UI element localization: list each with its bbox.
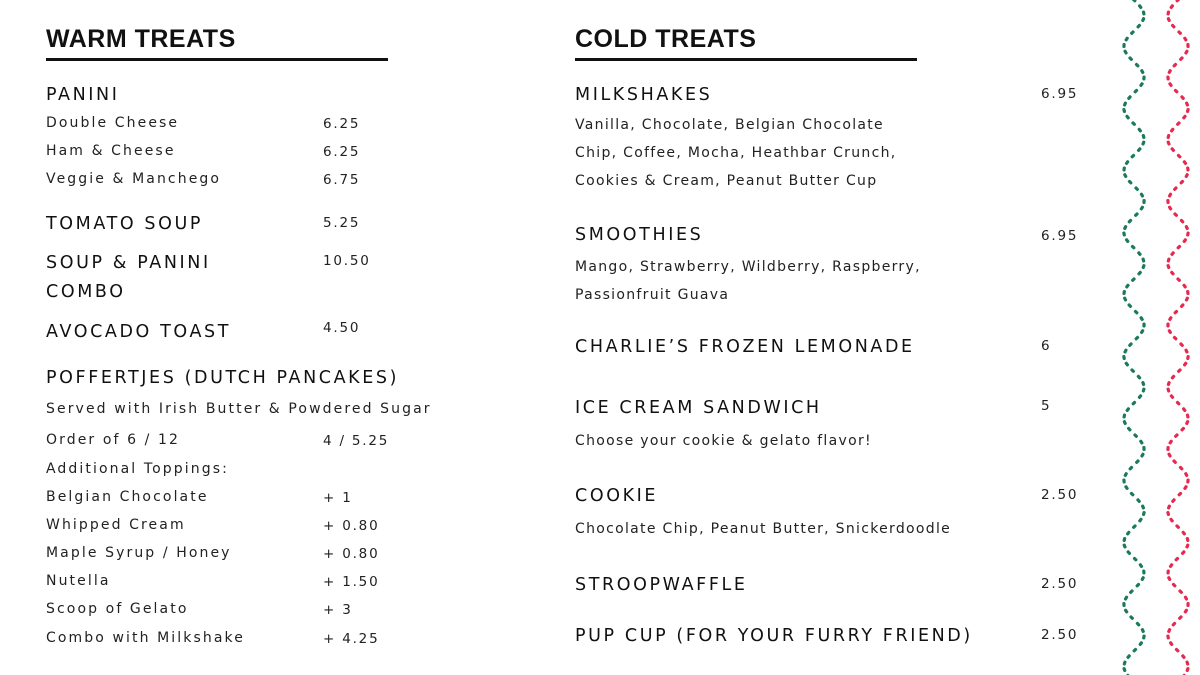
stroopwaffle-price: 2.50 (1041, 576, 1079, 592)
garland-dash (1129, 615, 1135, 621)
garland-dash (1185, 667, 1190, 673)
garland-dash (1140, 628, 1145, 634)
topping-price: + 0.80 (323, 546, 380, 562)
garland-dash (1122, 667, 1127, 673)
garland-dash (1141, 140, 1146, 146)
garland-dash (1179, 303, 1185, 309)
garland-dash (1170, 374, 1176, 380)
garland-dash (1177, 30, 1183, 36)
panini-item-price: 6.25 (323, 116, 361, 132)
garland-dash (1182, 283, 1188, 289)
garland-dash (1122, 108, 1126, 114)
garland-dash (1173, 88, 1179, 94)
garland-dash (1186, 43, 1189, 48)
warm-treats-heading: WARM TREATS (46, 25, 236, 53)
ice-cream-sandwich-desc: Choose your cookie & gelato flavor! (575, 433, 872, 449)
garland-dash (1166, 199, 1169, 204)
smoothies-name: SMOOTHIES (575, 225, 704, 245)
garland-dash (1167, 452, 1172, 458)
garland-dash (1131, 121, 1137, 127)
garland-dash (1176, 244, 1182, 250)
topping-price: + 1 (323, 490, 353, 506)
garland-dash (1122, 420, 1127, 426)
garland-dash (1133, 88, 1139, 94)
garland-dash (1136, 23, 1142, 29)
toppings-label: Additional Toppings: (46, 461, 229, 477)
garland-dash (1137, 127, 1143, 133)
garland-dash (1183, 608, 1188, 614)
garland-dash (1135, 621, 1141, 627)
garland-dash (1124, 160, 1129, 166)
garland-dash (1139, 316, 1144, 322)
garland-dash (1170, 23, 1176, 29)
cold-treats-heading: COLD TREATS (575, 25, 757, 53)
garland-dash (1166, 75, 1170, 80)
garland-dash (1172, 186, 1178, 192)
garland-dash (1169, 4, 1175, 10)
cold-heading-underline (575, 58, 917, 61)
panini-item-name: Ham & Cheese (46, 143, 176, 159)
topping-name: Scoop of Gelato (46, 601, 189, 617)
garland-dash (1135, 582, 1141, 588)
garland-dash (1166, 387, 1171, 393)
panini-item-name: Double Cheese (46, 115, 180, 131)
garland-dash (1138, 641, 1144, 647)
garland-dash (1167, 504, 1172, 510)
garland-dash (1134, 62, 1140, 68)
garland-dash (1184, 348, 1189, 354)
garland-dash (1141, 381, 1146, 387)
warm-heading-underline (46, 58, 388, 61)
poffertjes-order-price: 4 / 5.25 (323, 433, 390, 449)
garland-dash (1127, 303, 1133, 309)
garland-dash (1186, 602, 1189, 607)
garland-dash (1183, 485, 1188, 491)
garland-dash (1122, 43, 1125, 48)
garland-dash (1175, 524, 1181, 530)
garland-dash (1139, 329, 1144, 335)
pup-cup-price: 2.50 (1041, 627, 1079, 643)
garland-dash (1169, 127, 1175, 133)
garland-dash (1183, 595, 1188, 601)
milkshakes-desc-line: Cookies & Cream, Peanut Butter Cup (575, 173, 878, 189)
garland-dash (1140, 69, 1145, 75)
garland-dash (1185, 420, 1190, 426)
garland-dash (1173, 433, 1179, 439)
garland-dash (1166, 569, 1170, 574)
garland-dash (1124, 361, 1130, 367)
garland-dash (1123, 173, 1128, 179)
garland-dash (1125, 407, 1131, 413)
garland-dash (1184, 225, 1189, 231)
garland-dash (1137, 251, 1143, 257)
garland-dash (1140, 452, 1145, 458)
garland-dash (1166, 264, 1171, 270)
garland-dash (1123, 225, 1128, 231)
garland-dash (1133, 433, 1139, 439)
garland-dash (1170, 270, 1176, 276)
garland-dash (1127, 95, 1133, 101)
garland-dash (1177, 491, 1183, 497)
garland-dash (1122, 166, 1126, 171)
garland-dash (1142, 199, 1145, 204)
poffertjes-order-label: Order of 6 / 12 (46, 432, 181, 448)
garland-dash (1128, 56, 1134, 62)
garland-dash (1172, 335, 1178, 341)
garland-dash (1134, 335, 1140, 341)
garland-dash (1185, 660, 1190, 666)
garland-dash (1166, 323, 1169, 328)
garland-dash (1178, 56, 1184, 62)
garland-dash (1166, 634, 1170, 640)
garland-dash (1134, 186, 1140, 192)
garland-dash (1174, 647, 1180, 653)
milkshakes-price: 6.95 (1041, 86, 1079, 102)
topping-price: + 3 (323, 602, 353, 618)
garland-dash (1175, 0, 1181, 3)
garland-dash (1126, 550, 1132, 556)
garland-dash (1185, 101, 1190, 107)
garland-dash (1174, 556, 1180, 562)
garland-dash (1142, 569, 1146, 574)
garland-dash (1123, 608, 1128, 614)
garland-dash (1136, 374, 1142, 380)
garland-dash (1129, 491, 1135, 497)
garland-dash (1183, 36, 1188, 42)
topping-name: Maple Syrup / Honey (46, 545, 232, 561)
tomato-soup-name: TOMATO SOUP (46, 214, 204, 234)
garland-dash (1186, 355, 1190, 360)
garland-dash (1125, 283, 1131, 289)
garland-dash (1186, 108, 1190, 114)
garland-dash (1124, 36, 1129, 42)
garland-dash (1182, 114, 1188, 120)
garland-dash (1141, 257, 1146, 263)
garland-dash (1186, 231, 1190, 237)
garland-dash (1137, 270, 1143, 276)
garland-dash (1173, 309, 1179, 315)
garland-dash (1126, 426, 1132, 432)
garland-dash (1172, 459, 1178, 465)
garland-dash (1180, 550, 1186, 556)
panini-item-name: Veggie & Manchego (46, 171, 222, 187)
garland-dash (1167, 205, 1172, 211)
garland-dash (1179, 179, 1185, 185)
garland-dash (1184, 49, 1189, 55)
garland-dash (1136, 498, 1142, 504)
garland-dash (1142, 10, 1146, 16)
garland-dash (1128, 589, 1134, 595)
garland-dash (1130, 277, 1136, 283)
stroopwaffle-name: STROOPWAFFLE (575, 575, 748, 595)
garland-dash (1179, 342, 1185, 348)
garland-dash (1141, 504, 1146, 510)
ice-cream-sandwich-price: 5 (1041, 398, 1052, 414)
garland-dash (1142, 634, 1146, 640)
panini-item-price: 6.75 (323, 172, 361, 188)
garland-dash (1170, 251, 1176, 257)
garland-dash (1184, 472, 1189, 478)
garland-dash (1137, 4, 1143, 10)
garland-dash (1166, 257, 1171, 263)
garland-dash (1131, 0, 1137, 3)
garland-dash (1176, 368, 1182, 374)
garland-dash (1122, 537, 1126, 543)
garland-dash (1184, 296, 1189, 302)
garland-dash (1184, 173, 1189, 179)
garland-dash (1141, 387, 1146, 393)
garland-dash (1127, 179, 1133, 185)
garland-dash (1168, 641, 1174, 647)
garland-dash (1166, 10, 1170, 16)
garland-dash (1167, 628, 1172, 634)
garland-dash (1166, 140, 1171, 146)
smoothies-price: 6.95 (1041, 228, 1079, 244)
garland-dash (1167, 192, 1172, 198)
topping-name: Combo with Milkshake (46, 630, 245, 646)
garland-dash (1133, 212, 1139, 218)
garland-dash (1171, 498, 1177, 504)
garland-dash (1122, 290, 1126, 295)
garland-dash (1175, 121, 1181, 127)
combo-name-line2: COMBO (46, 282, 126, 302)
garland-dash (1181, 407, 1187, 413)
garland-dash (1168, 439, 1173, 445)
garland-dash (1169, 517, 1175, 523)
garland-dash (1179, 218, 1185, 224)
garland-dash (1178, 589, 1184, 595)
garland-dash (1180, 95, 1186, 101)
milkshakes-desc-line: Chip, Coffee, Mocha, Heathbar Crunch, (575, 145, 897, 161)
garland-dash (1132, 556, 1138, 562)
smoothies-desc-line: Mango, Strawberry, Wildberry, Raspberry, (575, 259, 921, 275)
garland-dash (1122, 660, 1127, 666)
garland-dash (1128, 465, 1134, 471)
garland-dash (1139, 439, 1144, 445)
garland-dash (1170, 147, 1176, 153)
lemonade-name: CHARLIE’S FROZEN LEMONADE (575, 337, 915, 357)
garland-dash (1139, 205, 1144, 211)
garland-dash (1139, 192, 1144, 198)
garland-dash (1141, 264, 1146, 270)
garland-dash (1168, 316, 1173, 322)
garland-dash (1137, 394, 1143, 400)
garland-dash (1125, 114, 1131, 120)
garland-dash (1172, 62, 1178, 68)
garland-dash (1182, 238, 1188, 244)
garland-dash (1130, 368, 1136, 374)
garland-dash (1142, 75, 1146, 80)
garland-dash (1166, 446, 1169, 451)
garland-dash (1185, 543, 1190, 549)
garland-dash (1167, 576, 1172, 582)
garland-dash (1133, 309, 1139, 315)
panini-title: PANINI (46, 85, 120, 105)
garland-dash (1168, 82, 1173, 88)
garland-dash (1122, 478, 1126, 483)
garland-dash (1132, 647, 1138, 653)
garland-dash (1171, 621, 1177, 627)
avocado-toast-price: 4.50 (323, 320, 361, 336)
garland-dash (1136, 147, 1142, 153)
garland-dash (1142, 446, 1145, 451)
topping-name: Whipped Cream (46, 517, 186, 533)
garland-dash (1126, 654, 1132, 660)
garland-dash (1185, 537, 1189, 543)
garland-dash (1186, 478, 1190, 483)
avocado-toast-name: AVOCADO TOAST (46, 322, 232, 342)
garland-dash (1166, 134, 1170, 140)
garland-dash (1177, 615, 1183, 621)
garland-dash (1122, 543, 1127, 549)
garland-dash (1138, 563, 1143, 569)
garland-dash (1178, 465, 1184, 471)
garland-dash (1122, 602, 1125, 607)
topping-price: + 1.50 (323, 574, 380, 590)
garland-dash (1166, 381, 1171, 387)
garland-dash (1142, 323, 1145, 328)
garland-dash (1168, 563, 1173, 569)
smoothies-desc-line: Passionfruit Guava (575, 287, 730, 303)
garland-dash (1123, 296, 1128, 302)
topping-price: + 4.25 (323, 631, 380, 647)
garland-dash (1182, 160, 1187, 166)
garland-dash (1166, 511, 1170, 517)
combo-price: 10.50 (323, 253, 371, 269)
cookie-price: 2.50 (1041, 487, 1079, 503)
garland-dash (1186, 166, 1190, 171)
lemonade-price: 6 (1041, 338, 1052, 354)
garland-dash (1186, 413, 1190, 419)
garland-dash (1171, 582, 1177, 588)
garland-dash (1122, 231, 1126, 237)
garland-dash (1123, 472, 1128, 478)
garland-dash (1131, 524, 1137, 530)
garland-dash (1124, 238, 1130, 244)
combo-name-line1: SOUP & PANINI (46, 253, 211, 273)
garland-dash (1130, 153, 1136, 159)
garland-dash (1175, 400, 1181, 406)
garland-dash (1186, 290, 1190, 295)
garland-dash (1167, 329, 1172, 335)
garland-dash (1123, 595, 1128, 601)
garland-dash (1138, 517, 1144, 523)
garland-dash (1167, 69, 1172, 75)
poffertjes-served: Served with Irish Butter & Powdered Sugar (46, 401, 432, 417)
garland-dash (1142, 511, 1146, 517)
cookie-desc: Chocolate Chip, Peanut Butter, Snickerdoodle (575, 521, 952, 537)
topping-name: Belgian Chocolate (46, 489, 209, 505)
garland-dash (1130, 244, 1136, 250)
poffertjes-title: POFFERTJES (DUTCH PANCAKES) (46, 368, 400, 388)
garland-dash (1166, 17, 1171, 23)
garland-dash (1122, 413, 1126, 419)
milkshakes-desc-line: Vanilla, Chocolate, Belgian Chocolate (575, 117, 884, 133)
ice-cream-sandwich-name: ICE CREAM SANDWICH (575, 398, 822, 418)
garland-dash (1182, 361, 1188, 367)
garland-dash (1134, 459, 1140, 465)
garland-dash (1123, 101, 1128, 107)
decorative-border (1112, 0, 1200, 675)
garland-dash (1181, 654, 1187, 660)
garland-dash (1125, 530, 1131, 536)
garland-dash (1123, 348, 1128, 354)
garland-dash (1141, 17, 1146, 23)
garland-dash (1131, 400, 1137, 406)
garland-dash (1123, 49, 1128, 55)
garland-dash (1141, 134, 1145, 140)
garland-dash (1124, 485, 1129, 491)
garland-dash (1169, 394, 1175, 400)
garland-dash (1181, 530, 1187, 536)
garland-dash (1129, 30, 1135, 36)
topping-price: + 0.80 (323, 518, 380, 534)
garland-dash (1140, 576, 1145, 582)
garland-dash (1176, 153, 1182, 159)
garland-dash (1128, 342, 1134, 348)
garland-dash (1139, 82, 1144, 88)
milkshakes-name: MILKSHAKES (575, 85, 713, 105)
garland-dash (1173, 212, 1179, 218)
pup-cup-name: PUP CUP (FOR YOUR FURRY FRIEND) (575, 626, 973, 646)
panini-item-price: 6.25 (323, 144, 361, 160)
cookie-name: COOKIE (575, 486, 659, 506)
topping-name: Nutella (46, 573, 111, 589)
tomato-soup-price: 5.25 (323, 215, 361, 231)
garland-dash (1127, 218, 1133, 224)
garland-dash (1176, 277, 1182, 283)
garland-dash (1122, 355, 1126, 360)
garland-dash (1180, 426, 1186, 432)
